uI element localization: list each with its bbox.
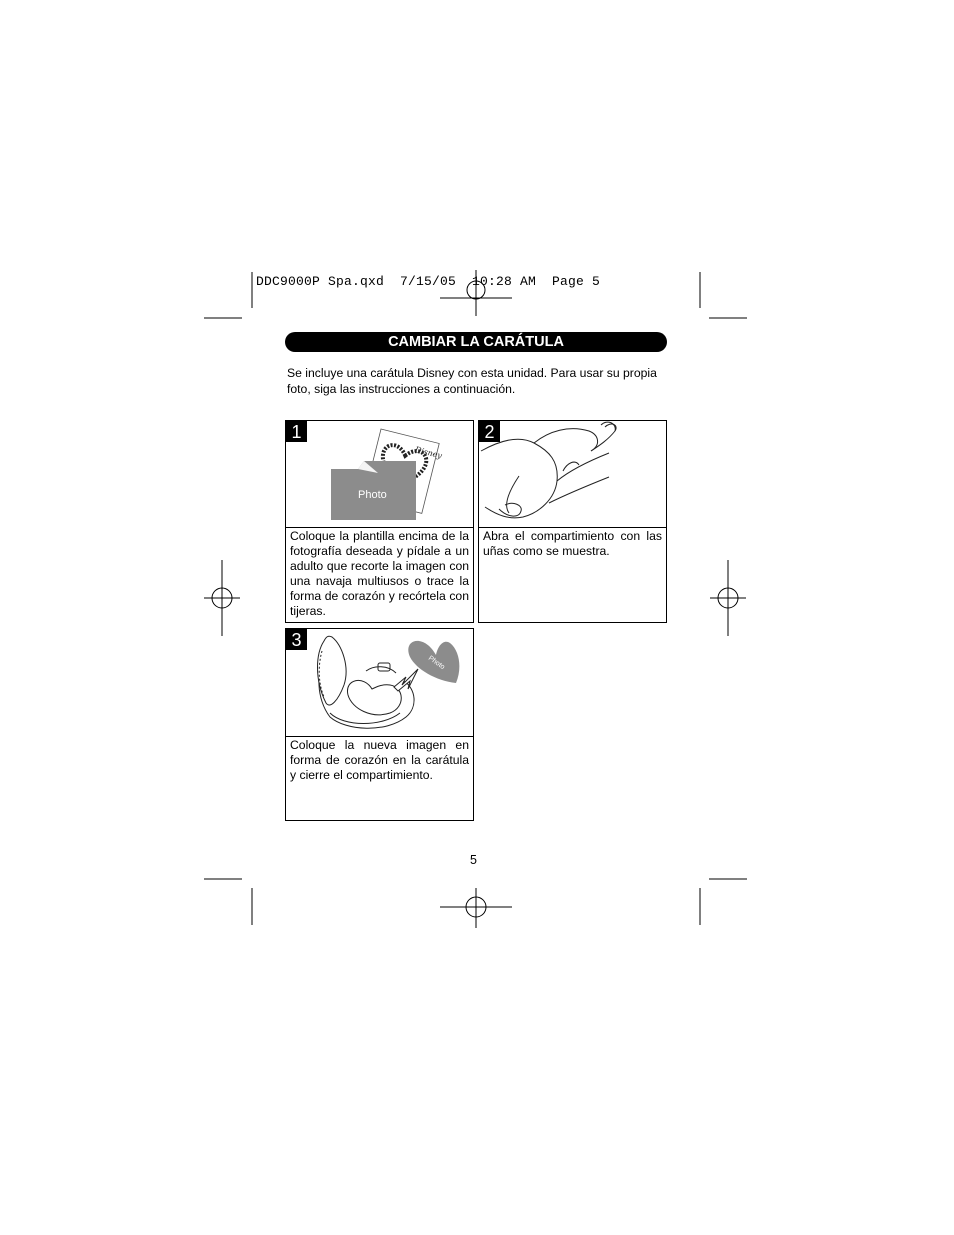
step-3-caption: Coloque la nueva imagen en forma de corazón en la carátula y cierre el compartimiento. [290,738,469,782]
step-1-caption: Coloque la plantilla encima de la fotografía deseada y pídale a un adulto que recorte la imagen con una navaja multiusos o trace la forma de corazón y recórtela con tijeras. [290,529,469,618]
step-3-illustration [286,629,473,737]
insert-heart-photo-illustration [286,629,473,736]
step-2-caption: Abra el compartimiento con las uñas como se muestra. [483,529,662,558]
step-2-panel [478,420,667,623]
photo-label: Photo [358,489,387,501]
file-slug: DDC9000P Spa.qxd 7/15/05 10:28 AM Page 5 [256,274,601,289]
template-on-photo-illustration [286,421,473,527]
step-1-panel [285,420,474,623]
step-3-panel [285,628,474,821]
intro-text: Se incluye una carátula Disney con esta unidad. Para usar su propia foto, siga las instrucciones a continuación. [287,366,657,396]
hand-opening-compartment-illustration [479,421,666,527]
step-number: 1 [286,421,307,442]
step-1-illustration [286,421,473,528]
step-2-illustration [479,421,666,528]
step-number: 3 [286,629,307,650]
page-number: 5 [470,853,477,867]
disney-logo: Disney [414,444,443,461]
photo-label: Photo [426,654,446,672]
section-title: CAMBIAR LA CARÁTULA [285,332,667,352]
step-number: 2 [479,421,500,442]
